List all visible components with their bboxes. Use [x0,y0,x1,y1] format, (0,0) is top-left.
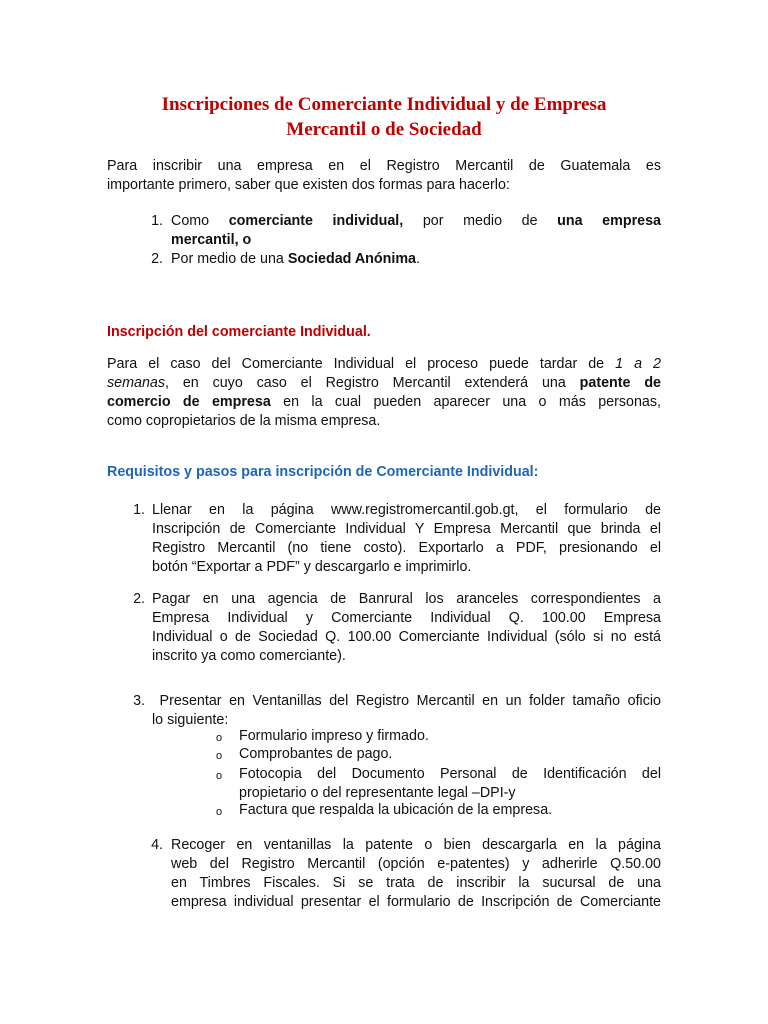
intro-line-2: importante primero, saber que existen dos formas para hacerlo: [107,177,510,193]
step-4-number: 4. [151,837,163,853]
bullet-marker: o [216,770,223,782]
individual-line-1 [107,355,661,374]
bullet-4: Factura que respalda la ubicación de la empresa. [239,802,553,818]
individual-line-2-italic: semanas [107,375,166,391]
step-3-line-1: Presentar en Ventanillas del Registro Mercantil en un folder tamaño oficio [152,693,661,709]
step-2-line-3: Individual o de Sociedad Q. 100.00 Comerciante Individual (sólo si no está [152,629,661,645]
bullet-1: Formulario impreso y firmado. [239,728,429,744]
bullet-2: Comprobantes de pago. [239,746,393,762]
title-line-2: Mercantil o de Sociedad [286,119,482,140]
step-4-line-4: empresa individual presentar el formulario de Inscripción de Comerciante [171,894,661,910]
form-2-post: . [416,251,420,267]
form-1-line-1 [171,212,661,231]
form-1-bold-2: una empresa [557,213,661,229]
step-2-text [152,590,661,666]
form-2-line-1 [171,250,661,269]
step-1-line-1: Llenar en la página www.registromercantil.gob.gt, el formulario de [152,502,661,518]
title-line-1: Inscripciones de Comerciante Individual y de Empresa [161,94,607,115]
step-2-line-1: Pagar en una agencia de Banrural los aranceles correspondientes a [152,591,661,607]
form-1-text [171,212,661,250]
step-1-line-2: Inscripción de Comerciante Individual Y Empresa Mercantil que brinda el [152,521,661,537]
bullet-marker: o [216,732,223,744]
step-4-text [171,836,661,912]
bullet-3 [239,765,661,803]
form-1-mid: por medio de [403,213,558,229]
step-2-number: 2. [133,591,145,607]
step-4-line-1: Recoger en ventanillas la patente o bien descargarla en la página [171,837,661,853]
individual-line-3-post: en la cual pueden aparecer una o más personas, [270,394,661,410]
form-1-bold-2-cont: mercantil, o [171,232,252,248]
form-2-text [171,250,661,269]
step-1-line-4: botón “Exportar a PDF” y descargarlo e imprimirlo. [152,559,472,575]
individual-line-3 [107,393,661,412]
individual-line-3-bold: comercio de empresa [107,394,271,410]
bullet-3-line-2: propietario o del representante legal –DPI-y [239,785,516,801]
intro-paragraph [107,157,661,195]
individual-paragraph [107,355,661,431]
step-4-line-3: en Timbres Fiscales. Si se trata de inscribir la sucursal de una [171,875,661,891]
bullet-3-line-1: Fotocopia del Documento Personal de Identificación del [239,766,661,782]
bullet-marker: o [216,806,223,818]
form-2-bold: Sociedad Anónima [287,251,417,267]
bullet-marker: o [216,750,223,762]
form-2-pre: Por medio de una [171,251,288,267]
step-3-text [152,692,661,730]
form-1-bold-1: comerciante individual, [228,213,404,229]
individual-line-4: como copropietarios de la misma empresa. [107,413,381,429]
step-2-line-2: Empresa Individual y Comerciante Individual Q. 100.00 Empresa [152,610,661,626]
individual-line-2-post: , en cuyo caso el Registro Mercantil extenderá una [165,375,580,391]
form-2-number: 2. [151,251,163,267]
form-1-number: 1. [151,213,163,229]
individual-line-2-bold: patente de [579,375,662,391]
step-3-number: 3. [133,693,145,709]
individual-line-2 [107,374,661,393]
document-title [90,92,678,142]
step-4-line-2: web del Registro Mercantil (opción e-patentes) y adherirle Q.50.00 [171,856,661,872]
step-1-text [152,501,661,577]
form-1-line-2 [171,231,661,250]
requirements-heading: Requisitos y pasos para inscripción de Comerciante Individual: [107,464,539,480]
form-1-pre: Como [171,213,229,229]
individual-heading: Inscripción del comerciante Individual. [107,324,371,340]
step-1-line-3: Registro Mercantil (no tiene costo). Exportarlo a PDF, presionando el [152,540,661,556]
step-2-line-4: inscrito ya como comerciante). [152,648,346,664]
step-3-line-2: lo siguiente: [152,712,229,728]
intro-line-1: Para inscribir una empresa en el Registro Mercantil de Guatemala es [107,158,661,174]
individual-line-1-pre: Para el caso del Comerciante Individual el proceso puede tardar de [107,356,616,372]
individual-line-1-italic: 1 a 2 [615,356,661,372]
step-1-number: 1. [133,502,145,518]
